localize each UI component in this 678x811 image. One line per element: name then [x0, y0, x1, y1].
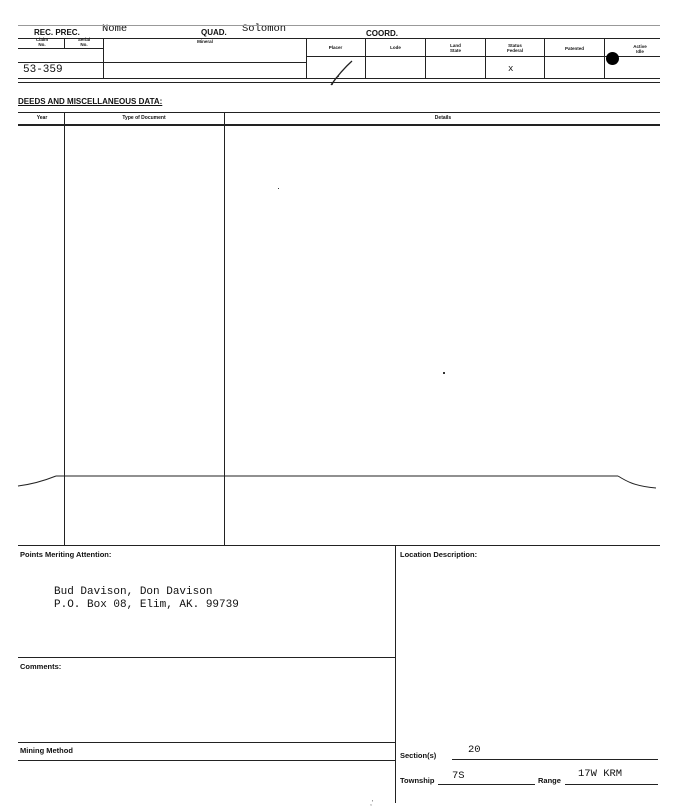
township-label: Township: [400, 776, 435, 785]
deeds-rule-header: [18, 124, 660, 126]
year-column-header: Year: [36, 115, 48, 121]
township-value: 7S: [452, 770, 465, 782]
mining-method-label: Mining Method: [20, 746, 73, 755]
points-text: Bud Davison, Don Davison P.O. Box 08, Elim, AK. 99739: [54, 586, 239, 611]
lower-center-divider: [395, 545, 396, 803]
fold-crease: [16, 468, 662, 494]
top-border-line: [18, 25, 660, 26]
placer-check-mark: [328, 58, 358, 88]
header-div-c: [306, 38, 307, 78]
lode-header: Lode: [390, 45, 401, 50]
placer-header: Placer: [328, 45, 343, 50]
sections-underline: [452, 759, 658, 760]
township-underline: [438, 784, 535, 785]
sections-value: 20: [468, 744, 481, 756]
comments-label: Comments:: [20, 662, 62, 671]
location-label: Location Description:: [400, 550, 478, 559]
sections-label: Section(s): [400, 751, 437, 760]
stray-mark: ,': [370, 800, 374, 807]
quad-label: QUAD.: [201, 28, 227, 37]
patented-header: Patented: [564, 46, 584, 51]
deeds-heading: DEEDS AND MISCELLANEOUS DATA:: [18, 97, 163, 106]
deeds-rule-bottom: [18, 545, 660, 546]
mining-rule-bottom: [18, 760, 395, 761]
type-column-header: Type of Document: [122, 115, 166, 121]
serial-no-header: Serial No.: [77, 37, 91, 47]
federal-mark: x: [508, 64, 514, 74]
rec-prec-label: REC. PREC.: [34, 28, 80, 37]
points-label: Points Meriting Attention:: [20, 550, 112, 559]
range-label: Range: [538, 776, 561, 785]
speck: [443, 372, 445, 374]
claim-no-value: 53-359: [23, 64, 63, 76]
header-div-a: [64, 38, 65, 48]
quad-value: Solomon: [242, 23, 287, 35]
range-value: 17W KRM: [578, 768, 623, 780]
land-state-header: Land State: [449, 43, 461, 53]
deeds-rule-top: [18, 112, 660, 113]
mineral-header: Mineral: [197, 39, 213, 44]
header-div-h: [604, 38, 605, 78]
claim-no-header: Claim No.: [35, 37, 49, 47]
header-div-b: [103, 38, 104, 78]
status-federal-header: Status Federal: [506, 43, 523, 53]
header-div-g: [544, 38, 545, 78]
rec-prec-value: Nome: [102, 23, 128, 35]
speck: [278, 188, 279, 189]
coord-label: COORD.: [366, 29, 398, 38]
details-column-header: Details: [434, 115, 452, 121]
comments-rule: [18, 657, 395, 658]
mining-rule-top: [18, 742, 395, 743]
header-rule-3: [18, 62, 306, 63]
header-div-d: [365, 38, 366, 78]
active-status-dot: [606, 52, 619, 65]
active-idle-header: Active Idle: [633, 44, 647, 54]
range-underline: [565, 784, 658, 785]
header-rule-2a: [18, 48, 104, 49]
